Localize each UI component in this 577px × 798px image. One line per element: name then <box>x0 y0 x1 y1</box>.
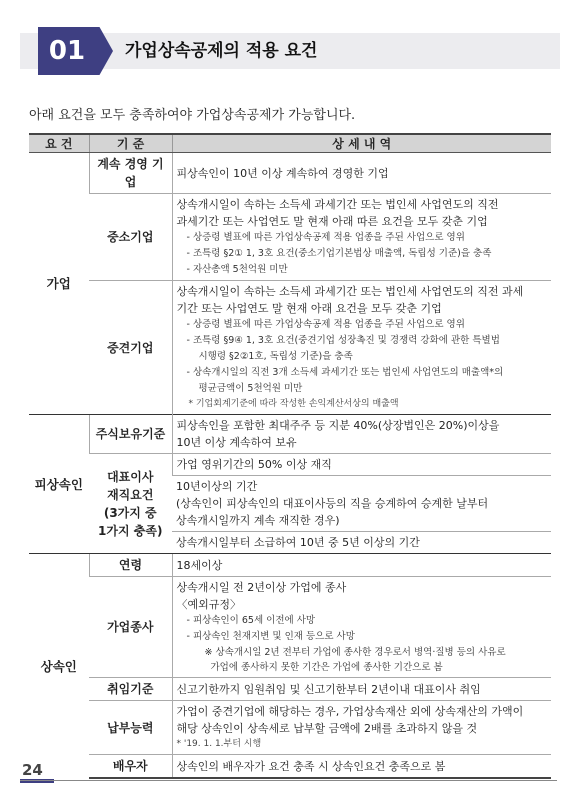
section-number: 01 <box>48 36 86 66</box>
detail-bullet-continuation: 시행령 §2②1호, 독립성 기준)을 충족 <box>198 351 353 362</box>
footer-rule <box>20 780 557 781</box>
criterion-payment-capacity: 납부능력 <box>89 701 172 755</box>
detail-line: 상속개시일이 속하는 소득세 과세기간 또는 법인세 사업연도의 직전 <box>176 198 499 211</box>
detail-note: ※ 상속개시일 2년 전부터 가업에 종사한 경우로서 병역·질병 등의 사유로 <box>204 647 506 658</box>
detail-continuous-management: 피상속인이 10년 이상 계속하여 경영한 기업 <box>172 153 551 194</box>
column-header-requirement: 요 건 <box>29 134 89 153</box>
table-row <box>29 755 551 779</box>
table-row <box>29 554 551 577</box>
requirements-table <box>29 133 551 779</box>
detail-line: 가업이 중견기업에 해당하는 경우, 가업상속재산 외에 상속재산의 가액이 <box>176 705 524 718</box>
detail-bullet: - 조특령 §2① 1, 3호 요건(중소기업기본법상 매출액, 독립성 기준)을 충족 <box>186 248 492 259</box>
criterion-line: (3가지 중 <box>103 505 157 520</box>
detail-payment-capacity <box>172 701 551 755</box>
detail-line: 10년이상의 기간 <box>176 480 258 493</box>
table-row <box>29 701 551 755</box>
intro-text: 아래 요건을 모두 충족하여야 가업상속공제가 가능합니다. <box>29 108 356 123</box>
criterion-line: 1가지 충족) <box>98 523 163 538</box>
criterion-spouse: 배우자 <box>89 755 172 779</box>
category-heir: 상속인 <box>29 554 89 779</box>
detail-bullet: - 자산총액 5천억원 미만 <box>186 264 288 275</box>
table-header-row <box>29 134 551 153</box>
table-row <box>29 194 551 281</box>
detail-line: 기간 또는 사업연도 말 현재 아래 요건을 모두 갖춘 기업 <box>176 302 442 315</box>
detail-footnote: * '19. 1. 1.부터 시행 <box>176 739 262 749</box>
criterion-shareholding: 주식보유기준 <box>89 415 172 454</box>
detail-line: 피상속인을 포함한 최대주주 등 지분 40%(상장법인은 20%)이상을 <box>176 419 500 432</box>
table-row <box>29 281 551 415</box>
detail-line: 〈예외규정〉 <box>176 598 242 611</box>
detail-bullet-continuation: 평균금액이 5천억원 미만 <box>198 383 303 394</box>
detail-appointment: 신고기한까지 임원취임 및 신고기한부터 2년이내 대표이사 취임 <box>172 678 551 701</box>
detail-ceo-option-2 <box>172 476 551 532</box>
criterion-appointment: 취임기준 <box>89 678 172 701</box>
section-header <box>20 27 560 75</box>
detail-bullet: - 상속개시일의 직전 3개 소득세 과세기간 또는 법인세 사업연도의 매출액*의 <box>186 367 504 378</box>
detail-footnote: * 기업회계기준에 따라 작성한 손익계산서상의 매출액 <box>188 399 399 409</box>
criterion-sme: 중소기업 <box>89 194 172 281</box>
detail-spouse: 상속인의 배우자가 요건 충족 시 상속인요건 충족으로 봄 <box>172 755 551 779</box>
category-business: 가업 <box>29 153 89 415</box>
detail-ceo-option-1: 가업 영위기간의 50% 이상 재직 <box>172 454 551 476</box>
page-number: 24 <box>22 761 43 779</box>
section-title: 가업상속공제의 적용 요건 <box>125 41 318 61</box>
detail-bullet: - 피상속인이 65세 이전에 사망 <box>186 615 316 626</box>
table-row <box>29 415 551 454</box>
detail-bullet: - 상증령 별표에 따른 가업상속공제 적용 업종을 주된 사업으로 영위 <box>186 319 465 330</box>
detail-line: 10년 이상 계속하여 보유 <box>176 436 297 449</box>
table-row <box>29 577 551 678</box>
detail-business-engagement <box>172 577 551 678</box>
detail-sme <box>172 194 551 281</box>
criterion-age: 연령 <box>89 554 172 577</box>
detail-line: 과세기간 또는 사업연도 말 현재 아래 따른 요건을 모두 갖춘 기업 <box>176 215 488 228</box>
column-header-details: 상 세 내 역 <box>172 134 551 153</box>
table-row <box>29 153 551 194</box>
criterion-business-engagement: 가업종사 <box>89 577 172 678</box>
criterion-midsize: 중견기업 <box>89 281 172 415</box>
category-decedent: 피상속인 <box>29 415 89 554</box>
criterion-line: 재직요건 <box>107 487 154 502</box>
detail-line: 상속개시일까지 계속 재직한 경우) <box>176 514 340 527</box>
criterion-ceo-tenure <box>89 454 172 554</box>
detail-ceo-option-3: 상속개시일부터 소급하여 10년 중 5년 이상의 기간 <box>172 532 551 554</box>
detail-line: 상속개시일 전 2년이상 가업에 종사 <box>176 581 347 594</box>
table-row <box>29 678 551 701</box>
detail-age: 18세이상 <box>172 554 551 577</box>
detail-bullet: - 피상속인 천재지변 및 인재 등으로 사망 <box>186 631 355 642</box>
detail-bullet: - 상증령 별표에 따른 가업상속공제 적용 업종을 주된 사업으로 영위 <box>186 232 465 243</box>
detail-line: (상속인이 피상속인의 대표이사등의 직을 승계하여 승계한 날부터 <box>176 497 489 510</box>
criterion-line: 대표이사 <box>107 469 154 484</box>
detail-line: 해당 상속인이 상속세로 납부할 금액에 2배를 초과하지 않을 것 <box>176 722 478 735</box>
criterion-continuous-management: 계속 경영 기업 <box>89 153 172 194</box>
detail-bullet: - 조특령 §9④ 1, 3호 요건(중견기업 성장촉진 및 경쟁력 강화에 관한 특별법 <box>186 335 500 346</box>
table-row <box>29 454 551 476</box>
detail-midsize <box>172 281 551 415</box>
detail-note-continuation: 가업에 종사하지 못한 기간은 가업에 종사한 기간으로 봄 <box>210 662 443 673</box>
detail-line: 상속개시일이 속하는 소득세 과세기간 또는 법인세 사업연도의 직전 과세 <box>176 285 524 298</box>
column-header-criterion: 기 준 <box>89 134 172 153</box>
detail-shareholding <box>172 415 551 454</box>
